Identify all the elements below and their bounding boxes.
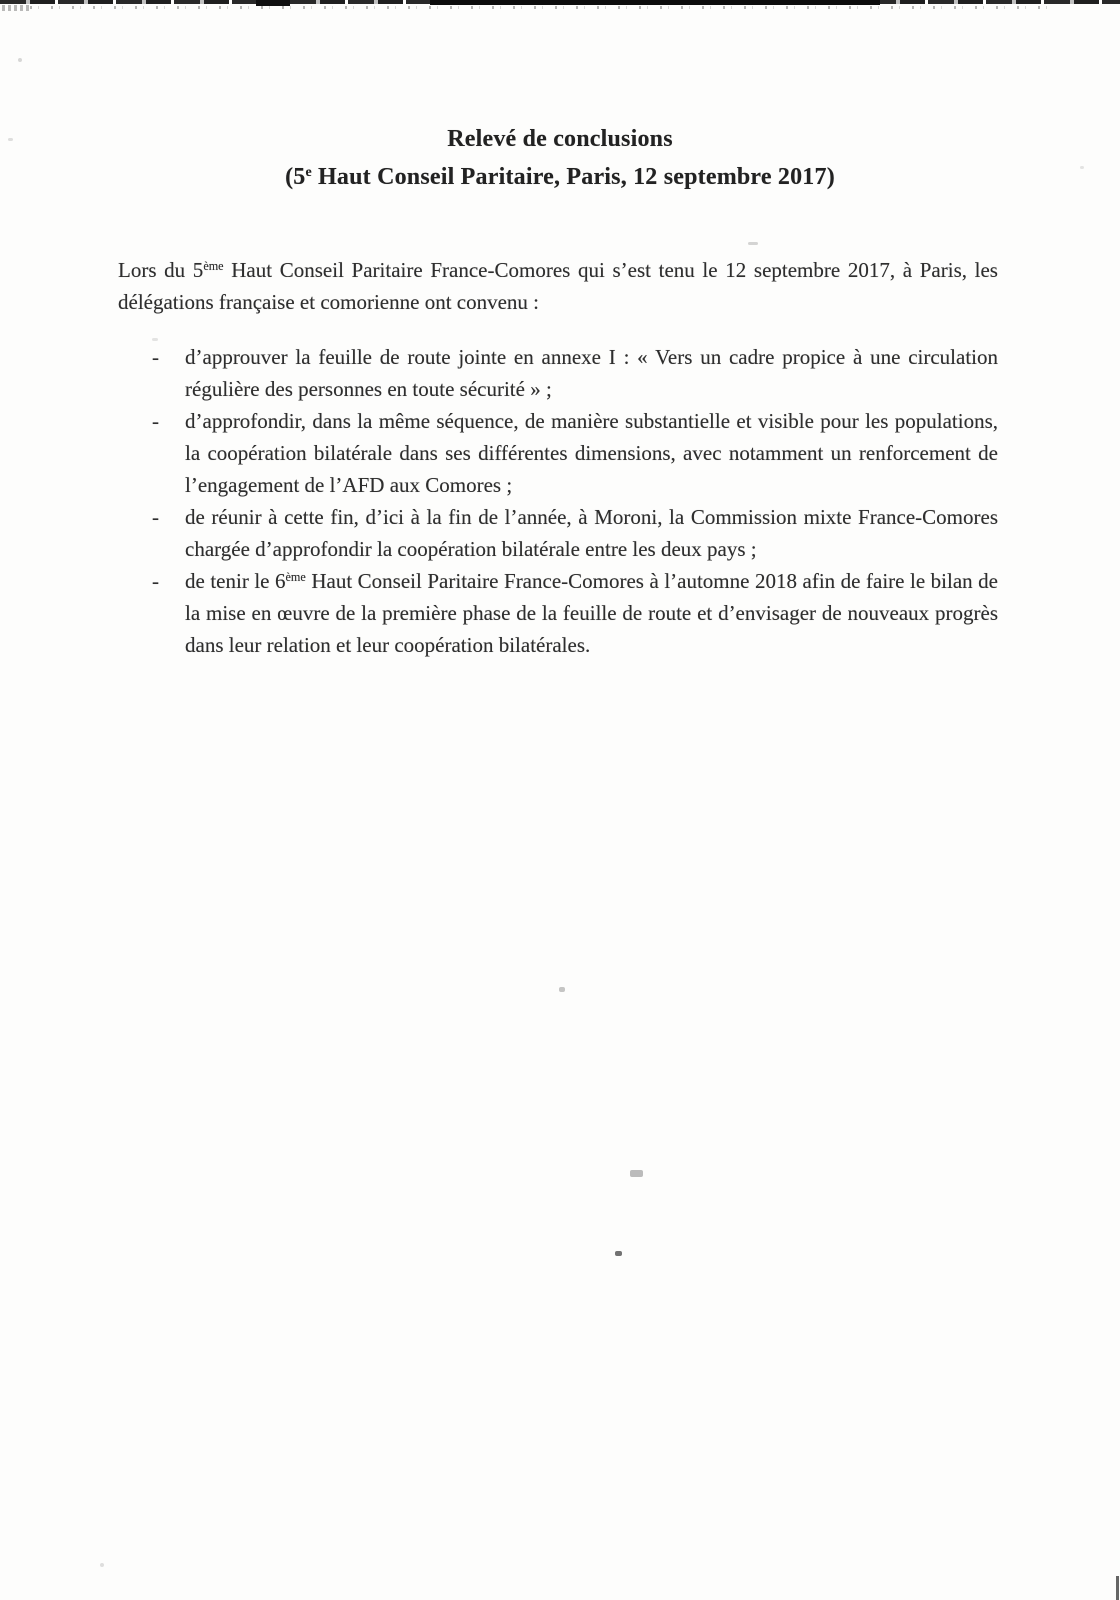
scan-speck bbox=[100, 1563, 104, 1567]
intro-superscript: ème bbox=[203, 259, 224, 274]
list-item bbox=[118, 341, 998, 405]
item-text-rest: Haut Conseil Paritaire France-Comores à l’automne 2018 afin de faire le bilan de la mise en œuvre de la première phase de la feuille de route et d’envisager de nouveaux progrès dans leur relation et leur coopération bilatérales. bbox=[185, 569, 998, 657]
scan-noise bbox=[2, 5, 32, 11]
title-line-2 bbox=[0, 158, 1120, 196]
intro-rest: Haut Conseil Paritaire France-Comores qui s’est tenu le 12 septembre 2017, à Paris, les délégations française et comorienne ont convenu : bbox=[118, 258, 998, 314]
list-item-text bbox=[185, 405, 998, 501]
item-text: d’approfondir, dans la même séquence, de manière substantielle et visible pour les populations, la coopération bilatérale dans ses différentes dimensions, avec notamment un renforcement de l’engagement de l’AFD aux Comores ; bbox=[185, 409, 998, 497]
scan-edge-artifact bbox=[430, 0, 880, 5]
conclusions-list bbox=[118, 341, 998, 661]
dash-bullet-marker: - bbox=[152, 505, 159, 529]
scan-speck bbox=[748, 242, 758, 245]
scan-noise bbox=[30, 6, 1050, 9]
dash-bullet-marker: - bbox=[152, 569, 159, 593]
intro-paragraph bbox=[118, 254, 998, 318]
document-title bbox=[0, 120, 1120, 196]
scan-speck bbox=[630, 1170, 643, 1177]
item-text: de réunir à cette fin, d’ici à la fin de l’année, à Moroni, la Commission mixte France-Comores chargée d’approfondir la coopération bilatérale entre les deux pays ; bbox=[185, 505, 998, 561]
list-item bbox=[118, 405, 998, 501]
title-rest: Haut Conseil Paritaire, Paris, 12 septembre 2017) bbox=[311, 164, 835, 190]
scan-speck bbox=[559, 987, 565, 992]
document-body bbox=[118, 254, 998, 661]
item-text: d’approuver la feuille de route jointe en annexe I : « Vers un cadre propice à une circulation régulière des personnes en toute sécurité » ; bbox=[185, 345, 998, 401]
item-text: de tenir le 6 bbox=[185, 569, 286, 593]
intro-prefix: Lors du 5 bbox=[118, 258, 204, 282]
title-line-1 bbox=[0, 120, 1120, 158]
title-text: Relevé de conclusions bbox=[447, 126, 673, 152]
title-superscript: e bbox=[305, 165, 312, 181]
list-item-text bbox=[185, 565, 998, 661]
list-item bbox=[118, 501, 998, 565]
dash-bullet-marker: - bbox=[152, 409, 159, 433]
title-prefix: (5 bbox=[285, 164, 306, 190]
scan-speck bbox=[18, 58, 22, 62]
list-item bbox=[118, 565, 998, 661]
scan-edge-artifact bbox=[1116, 1576, 1119, 1600]
dash-bullet-marker: - bbox=[152, 345, 159, 369]
scan-speck bbox=[615, 1251, 622, 1256]
list-item-text bbox=[185, 501, 998, 565]
item-superscript: ème bbox=[285, 570, 306, 585]
list-item-text bbox=[185, 341, 998, 405]
